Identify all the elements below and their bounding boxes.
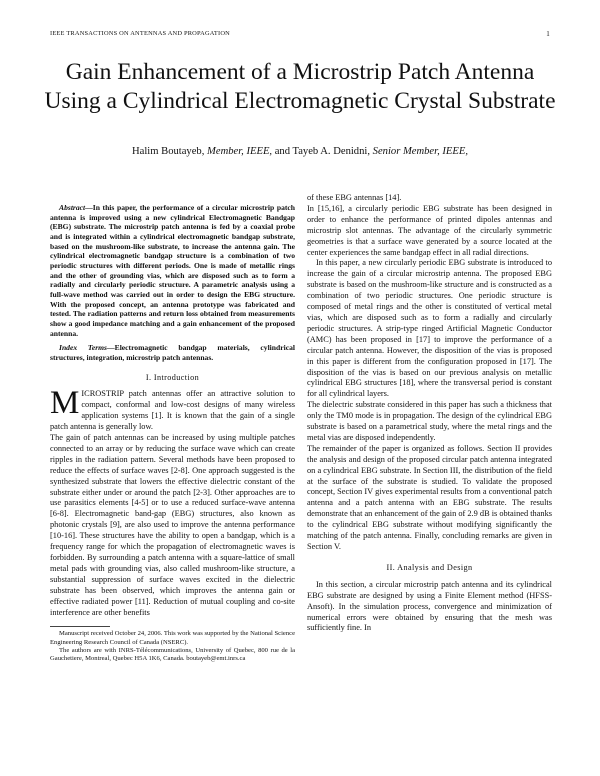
right-column (307, 193, 552, 634)
journal-name: IEEE TRANSACTIONS ON ANTENNAS AND PROPAGATION (50, 30, 230, 37)
right-paragraph-1: In [15,16], a circularly periodic EBG substrate has been designed in order to enhance the performance of printed dipoles antennas and microstrip slot antennas. The advantage of the circularly symmetric geometries is that a surface wave generated by a source located at the center experiences the same bandgap effect in all radial directions. (307, 203, 552, 257)
drop-cap: M (50, 385, 80, 422)
author-1-role: Member, IEEE, (207, 146, 273, 157)
intro-paragraph-2: The gain of patch antennas can be increased by using multiple patches connected to an array or by reducing the surface wave which can create ripples in the radiation pattern. Several methods have been proposed to reduce the effects of surface waves [2-8]. One approach suggested is the synthesized substrate that lowers the effective dielectric constant of the substrate either under or around the patch [2-3]. Other approaches are to use parasitics elements [4-5] or to use a reduced surface-wave antenna [6-8]. Electromagnetic band-gap (EBG) structures, also known as photonic crystals [9], are also used to improve the antenna performance [10-16]. These structures have the ability to open a bandgap, which is a frequency range for which the propagation of electromagnetic waves is forbidden. By surrounding a patch antenna with a square-lattice of small metal pads with grounding vias, also called mushroom-like structure, a substantial suppression of surface waves excited in the dielectric substrate has been observed, which improves the antenna gain or effective radiated power [11]. Reduction of mutual coupling and co-site interference are other benefits (50, 433, 295, 617)
abstract-label: Abstract (59, 203, 86, 212)
right-paragraph-2: In this paper, a new circularly periodic EBG substrate is introduced to increase the gain of a circular microstrip antenna. The proposed EBG substrate is based on the mushroom-like structure and is constructed as a combination of two periodic structures. One periodic structure is composed of metal rings and the other is constituted of vertical metal vias, which are disposed such as to form a radially and circularly periodic structures. A strip-type ringed Artificial Magnetic Conductor (AMC) has been proposed in [17] to improve the performance of a circular patch antenna. However, the disposition of the vias is proposed in this paper is different from the configuration proposed in [17]. The disposition of the vias is based on our previous analysis on metallic cylindrical EBG structures [18], where the transversal period is constant for all cylindrical layers. (307, 258, 552, 399)
running-header (50, 30, 550, 42)
abstract (50, 203, 295, 338)
index-terms-text: —Electromagnetic bandgap materials, cylindrical structures, integration, microstrip patch antennas. (50, 343, 295, 362)
right-paragraph-3: The dielectric substrate considered in this paper has such a thickness that only the TM0 mode is in propagation. The design of the cylindrical EBG substrate is based on a parametrical study, where the metal rings and the metal vias are disposed independently. (307, 400, 552, 442)
author-2-role: Senior Member, IEEE, (372, 146, 468, 157)
index-terms (50, 343, 295, 362)
left-column (50, 193, 295, 663)
right-paragraph-0: of these EBG antennas [14]. (307, 193, 402, 202)
author-line (40, 146, 560, 157)
abstract-text: —In this paper, the performance of a circular microstrip patch antenna is improved using a new cylindrical Electromagnetic Bandgap (EBG) substrate. The microstrip patch antenna is fed by a coaxial probe and is integrated within a cylindrical electromagnetic bandgap substrate, based on the mushroom-like substrate, to increase the antenna gain. The cylindrical electromagnetic bandgap structure is a combination of two periodic structures with different periods. One is made of metallic rings and the other of grounding vias, which are disposed such as to form a radially and circularly periodic structure. A parametric analysis using a full-wave method was carried out in order to design the EBG structure. With the proposed concept, an antenna prototype was fabricated and tested. The radiation patterns and return loss obtained from measurements show a good impedance matching and a gain enhancement of the proposed antenna. (50, 203, 295, 338)
right-paragraph-4: The remainder of the paper is organized as follows. Section II provides the analysis and design of the proposed circular patch antenna integrated on a cylindrical EBG substrate. In Section III, the distribution of the field at the surface of the substrate is studied. To validate the proposed concept, Section IV gives experimental results from a conventional patch antenna and a patch antenna with an EBG substrate. The results demonstrate that an enhancement of the gain of 2.9 dB is obtained thanks to the cylindrical EBG substrate without modifying significantly the matching of the patch antenna. Finally, concluding remarks are given in Section V. (307, 443, 552, 551)
footnote-1: Manuscript received October 24, 2006. This work was supported by the National Science Engineering Research Council of Canada (NSERC). (50, 630, 295, 646)
author-1: Halim Boutayeb, (132, 146, 205, 157)
index-terms-label: Index Terms (59, 343, 108, 353)
right-paragraph-5: In this section, a circular microstrip patch antenna and its cylindrical EBG substrate are designed by using a Finite Element method (HFSS-Ansoft). In the simulation process, convergence and minimization of numerical errors were obtained by ensuring that the mesh was sufficiently fine. In (307, 579, 552, 633)
intro-paragraph-1 (50, 385, 295, 433)
paper-title: Gain Enhancement of a Microstrip Patch Antenna Using a Cylindrical Electromagnetic Crystal Substrate (44, 59, 556, 114)
intro-paragraph-1-text: ICROSTRIP patch antennas offer an attractive solution to compact, conformal and low-cost designs of many wireless application systems [1]. It is known that the gain of a single patch antenna is generally low. (50, 389, 295, 432)
author-2: and Tayeb A. Denidni, (274, 146, 370, 157)
footnote-rule (50, 626, 110, 627)
footnote-2: The authors are with INRS-Télécommunications, University of Quebec, 800 rue de la Gauchetiere, Montreal, Quebec H5A 1K6, Canada. boutayeb@emt.inrs.ca (50, 646, 295, 663)
section-2-heading: II. Analysis and Design (386, 562, 473, 572)
section-1-heading: I. Introduction (145, 372, 200, 382)
page-number: 1 (546, 30, 550, 38)
